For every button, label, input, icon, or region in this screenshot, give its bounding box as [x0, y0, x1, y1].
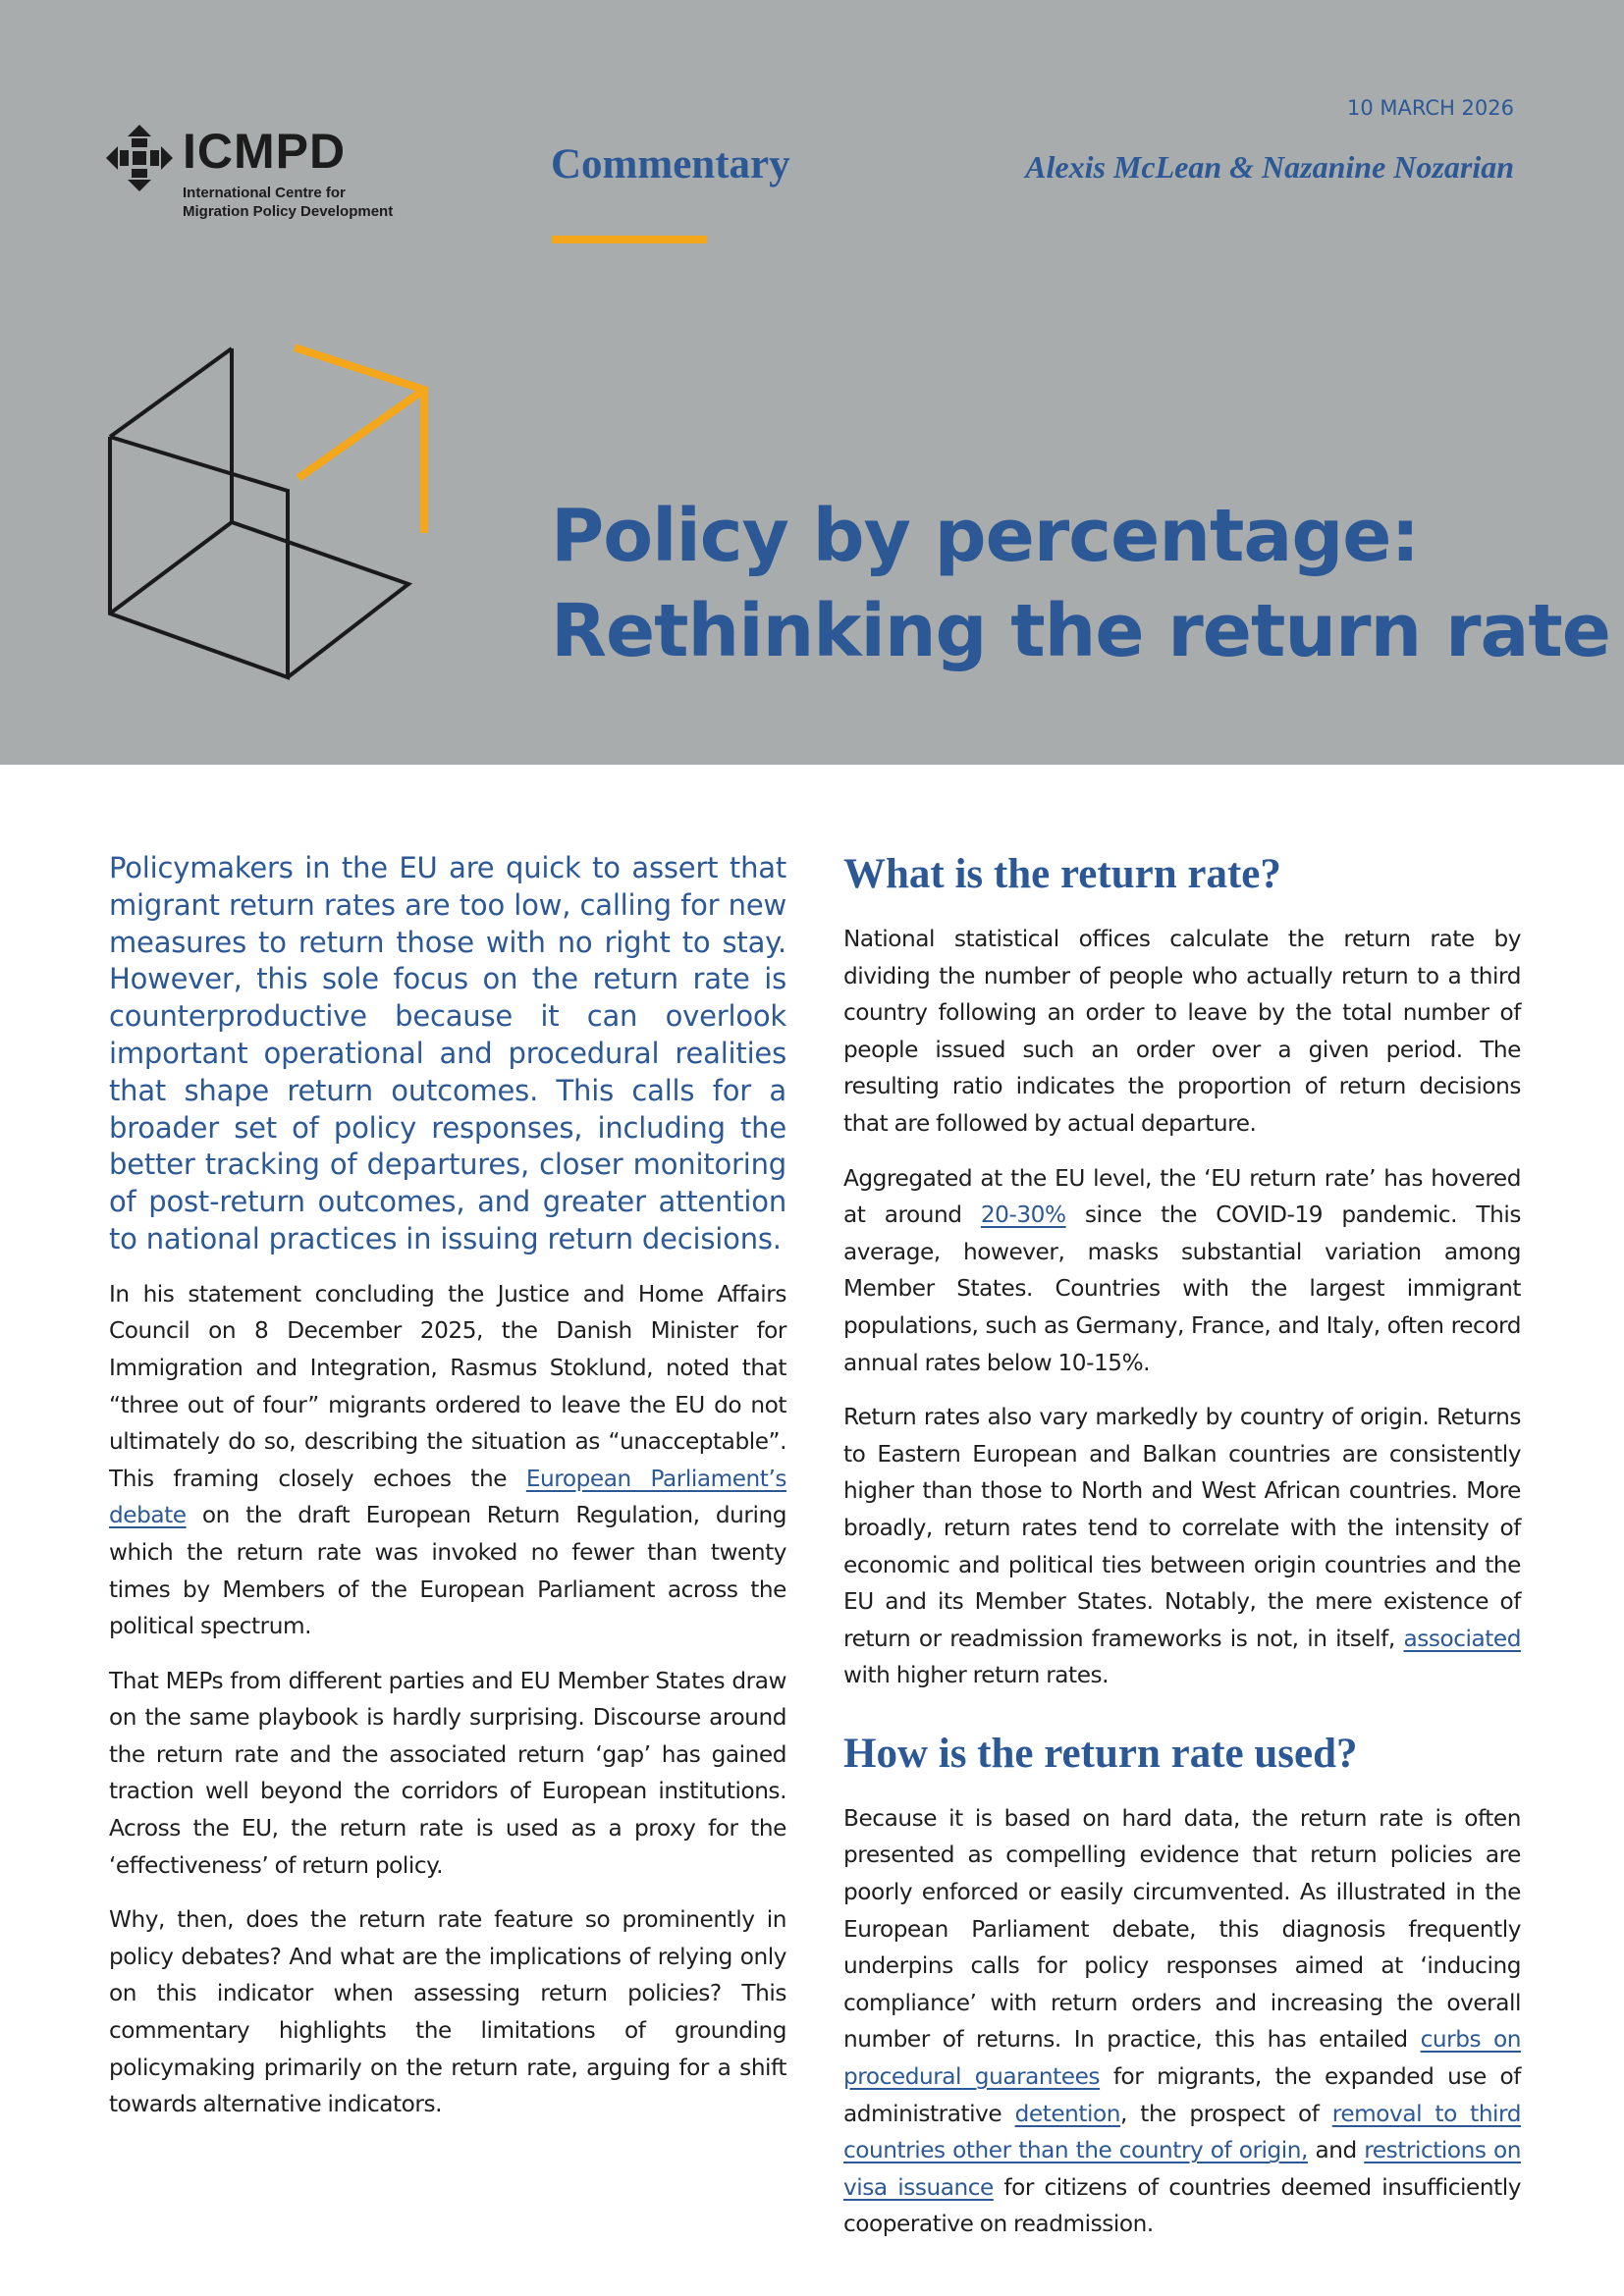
link-associated[interactable]: associated: [1403, 1625, 1521, 1652]
cube-arrow-illustration: [98, 339, 452, 692]
logo-acronym: ICMPD: [183, 124, 347, 179]
logo-fullname: International Centre for Migration Policy Development: [183, 185, 394, 220]
body-paragraph: In his statement concluding the Justice and Home Affairs Council on 8 December 2025, the Danish Minister for Immigration and Integration, Rasmus Stoklund, noted that “three out of four” migrants ordered to leave the EU do not ultimately do so, describing the situation as “unacceptable”. This framing closely echoes the European Parliament’s debate on the draft European Return Regulation, during which the return rate was invoked no fewer than twenty times by Members of the European Parliament across the political spectrum.: [109, 1280, 786, 1640]
section-heading: How is the return rate used?: [843, 1730, 1358, 1777]
icmpd-logo-icon: [106, 125, 173, 191]
right-column: [843, 850, 1521, 2261]
page-title: Policy by percentage: Rethinking the return rate: [551, 494, 1610, 673]
link-european-parliament-debate[interactable]: European Parliament’s debate: [109, 1465, 786, 1529]
body-paragraph: Because it is based on hard data, the return rate is often presented as compelling evidence that return policies are poorly enforced or easily circumvented. As illustrated in the European Parliament debate, this diagnosis frequently underpins calls for policy responses aimed at ‘inducing compliance’ with return orders and increasing the overall number of returns. In practice, this has entailed curbs on procedural guarantees for migrants, the expanded use of administrative detention, the prospect of removal to third countries other than the country of origin, and restrictions on visa issuance for citizens of countries deemed insufficiently cooperative on readmission.: [843, 1804, 1521, 2238]
header-band: [0, 0, 1624, 765]
link-removal-third-countries[interactable]: removal to third countries other than the country of origin,: [843, 2100, 1521, 2164]
accent-underline: [552, 236, 707, 243]
lead-paragraph: Policymakers in the EU are quick to assert that migrant return rates are too low, calling for new measures to return those with no right to stay. However, this sole focus on the return rate is counterproductive because it can overlook important operational and procedural realities that shape return outcomes. This calls for a broader set of policy responses, including the better tracking of departures, closer monitoring of post-return outcomes, and greater attention to national practices in issuing return decisions.: [109, 851, 786, 1255]
body-paragraph: Why, then, does the return rate feature so prominently in policy debates? And what are the implications of relying only on this indicator when assessing return policies? This commentary highlights the limitations of grounding policymaking primarily on the return rate, arguing for a shift towards alternative indicators.: [109, 1906, 786, 2118]
publication-type: Commentary: [551, 141, 790, 187]
left-column: [109, 850, 786, 2141]
link-return-rate-statistics[interactable]: 20-30%: [980, 1201, 1066, 1229]
publication-date: 10 MARCH 2026: [1347, 96, 1514, 120]
authors: Alexis McLean & Nazanine Nozarian: [1025, 149, 1514, 185]
link-visa-restrictions[interactable]: restrictions on visa issuance: [843, 2137, 1521, 2201]
body-paragraph: That MEPs from different parties and EU Member States draw on the same playbook is hardly surprising. Discourse around the return rate and the associated return ‘gap’ has gained traction well beyond the corridors of European institutions. Across the EU, the return rate is used as a proxy for the ‘effectiveness’ of return policy.: [109, 1667, 786, 1879]
body-paragraph: National statistical offices calculate the return rate by dividing the number of people who actually return to a third country following an order to leave by the total number of people issued such an order over a given period. The resulting ratio indicates the proportion of return decisions that are followed by actual departure.: [843, 926, 1521, 1137]
link-procedural-guarantees[interactable]: curbs on procedural guarantees: [843, 2026, 1521, 2091]
body-paragraph: Return rates also vary markedly by country of origin. Returns to Eastern European and Balkan countries are consistently higher than those to North and West African countries. More broadly, return rates tend to correlate with the intensity of economic and political ties between origin countries and the EU and its Member States. Notably, the mere existence of return or readmission frameworks is not, in itself, associated with higher return rates.: [843, 1404, 1521, 1689]
body-paragraph: Aggregated at the EU level, the ‘EU return rate’ has hovered at around 20-30% since the COVID-19 pandemic. This average, however, masks substantial variation among Member States. Countries with the largest immigrant populations, such as Germany, France, and Italy, often record annual rates below 10-15%.: [843, 1164, 1521, 1376]
link-detention[interactable]: detention: [1014, 2100, 1121, 2127]
section-heading: What is the return rate?: [843, 851, 1281, 897]
icmpd-logo[interactable]: [106, 123, 430, 231]
